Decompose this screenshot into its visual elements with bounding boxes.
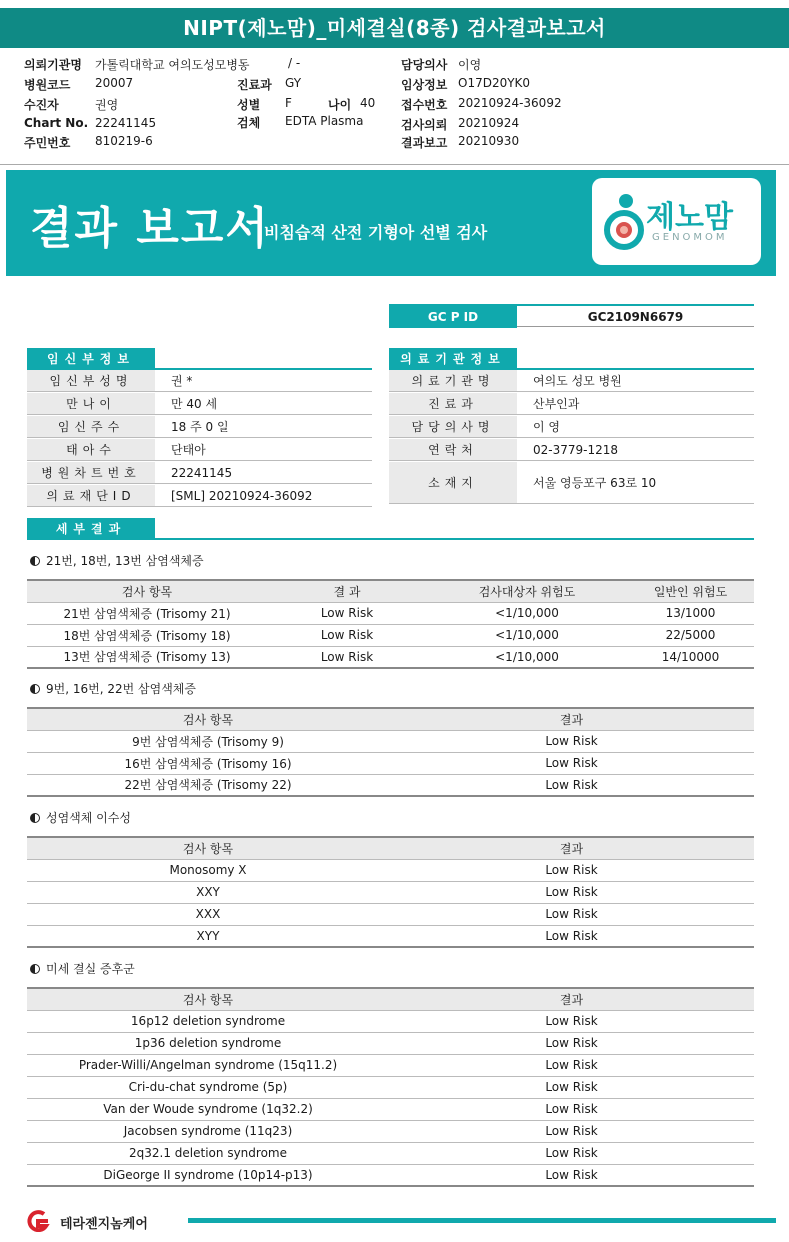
column-header: 일반인 위험도 <box>627 580 754 602</box>
doctor-value: 이영 <box>458 58 482 72</box>
result-banner <box>6 170 776 276</box>
pregnant-info-label: 태아수 <box>27 439 155 460</box>
brand-name-en: GENOMOM <box>652 232 728 243</box>
org-info-title: 의료기관정보 <box>389 348 517 370</box>
pregnant-info-row <box>27 416 372 438</box>
pregnant-info-row <box>27 393 372 415</box>
pregnant-info-label: 의료재단ID <box>27 485 155 506</box>
table-row <box>27 1010 754 1032</box>
microdeletion-table <box>27 987 754 1187</box>
column-header: 검사 항목 <box>27 708 389 730</box>
org-info-label: 소재지 <box>389 462 517 503</box>
gc-pid-value: GC2109N6679 <box>587 310 684 324</box>
table-cell: <1/10,000 <box>427 602 627 624</box>
table-cell: Low Risk <box>389 774 754 796</box>
section-3-title: 성염색체 이수성 <box>30 809 131 826</box>
table-cell: Van der Woude syndrome (1q32.2) <box>27 1098 389 1120</box>
column-header: 결과 <box>389 837 754 859</box>
table-row <box>27 602 754 624</box>
gc-pid <box>389 304 754 327</box>
org-info-label: 담당의사명 <box>389 416 517 437</box>
age-label: 나이 <box>328 98 352 112</box>
table-cell: Low Risk <box>389 1142 754 1164</box>
report-date-value: 20210930 <box>458 134 520 148</box>
test-date-label: 검사의뢰 <box>401 118 448 132</box>
table-cell: 22번 삼염색체증 (Trisomy 22) <box>27 774 389 796</box>
institution-label: 의뢰기관명 <box>24 58 82 72</box>
institution-value: 가톨릭대학교 여의도성모병동 <box>95 58 250 72</box>
table-row <box>27 1032 754 1054</box>
clinical-label: 임상정보 <box>401 78 448 92</box>
report-title: NIPT(제노맘)_미세결실(8종) 검사결과보고서 <box>0 8 789 48</box>
table-cell: Low Risk <box>389 1010 754 1032</box>
sex-chromosome-table <box>27 836 754 948</box>
gc-pid-label: GC P ID <box>389 306 517 328</box>
table-row <box>27 859 754 881</box>
table-row <box>27 1054 754 1076</box>
detail-heading <box>27 518 754 540</box>
table-cell: Low Risk <box>389 1054 754 1076</box>
table-cell: XXY <box>27 881 389 903</box>
pregnant-info-label: 병원차트번호 <box>27 462 155 483</box>
org-info-value: 서울 영등포구 63로 10 <box>533 476 657 490</box>
org-info-row <box>389 393 754 415</box>
table-cell: Low Risk <box>389 881 754 903</box>
department-value: GY <box>285 76 302 90</box>
table-cell: Low Risk <box>389 730 754 752</box>
org-info-label: 진료과 <box>389 393 517 414</box>
table-cell: Low Risk <box>389 1164 754 1186</box>
table-row <box>27 1076 754 1098</box>
half-circle-icon <box>30 964 40 974</box>
table-cell: 16p12 deletion syndrome <box>27 1010 389 1032</box>
section-2-title: 9번, 16번, 22번 삼염색체증 <box>30 680 196 697</box>
table-cell: Low Risk <box>267 646 427 668</box>
table-cell: 9번 삼염색체증 (Trisomy 9) <box>27 730 389 752</box>
specimen-value: EDTA Plasma <box>285 114 364 128</box>
table-cell: <1/10,000 <box>427 646 627 668</box>
table-cell: <1/10,000 <box>427 624 627 646</box>
half-circle-icon <box>30 556 40 566</box>
table-cell: XXX <box>27 903 389 925</box>
pregnant-info-value: 22241145 <box>171 465 233 480</box>
org-info-row <box>389 370 754 392</box>
table-cell: 13/1000 <box>627 602 754 624</box>
table-row <box>27 1098 754 1120</box>
half-circle-icon <box>30 684 40 694</box>
report-date-label: 결과보고 <box>401 136 448 150</box>
org-info-row <box>389 462 754 504</box>
org-info-row <box>389 439 754 461</box>
table-cell: Low Risk <box>389 752 754 774</box>
receipt-label: 접수번호 <box>401 98 448 112</box>
org-info-row <box>389 416 754 438</box>
half-circle-icon <box>30 813 40 823</box>
pregnant-info-label: 임신주수 <box>27 416 155 437</box>
trisomy-major-table <box>27 579 754 669</box>
receipt-value: 20210924-36092 <box>458 96 562 110</box>
table-cell: Low Risk <box>389 1076 754 1098</box>
table-cell: Prader-Willi/Angelman syndrome (15q11.2) <box>27 1054 389 1076</box>
table-cell: 13번 삼염색체증 (Trisomy 13) <box>27 646 267 668</box>
resident-label: 주민번호 <box>24 136 71 150</box>
hospital-code-value: 20007 <box>95 76 134 90</box>
pregnant-info-row <box>27 439 372 461</box>
table-cell: 14/10000 <box>627 646 754 668</box>
table-row <box>27 903 754 925</box>
company-logo-icon <box>22 1210 54 1232</box>
footer <box>22 1210 782 1232</box>
org-info-value: 여의도 성모 병원 <box>533 374 622 388</box>
banner-title: 결과 보고서 <box>30 203 270 254</box>
column-header: 결과 <box>389 988 754 1010</box>
table-cell: 1p36 deletion syndrome <box>27 1032 389 1054</box>
org-info-label: 연락처 <box>389 439 517 460</box>
test-date-value: 20210924 <box>458 116 520 130</box>
table-row <box>27 881 754 903</box>
table-cell: Monosomy X <box>27 859 389 881</box>
resident-value: 810219-6 <box>95 134 153 148</box>
table-row <box>27 646 754 668</box>
table-cell: 2q32.1 deletion syndrome <box>27 1142 389 1164</box>
table-row <box>27 624 754 646</box>
table-row <box>27 752 754 774</box>
age-value: 40 <box>360 96 376 110</box>
pregnant-info-row <box>27 485 372 507</box>
pregnant-info-row <box>27 370 372 392</box>
table-cell: Low Risk <box>267 624 427 646</box>
table-row <box>27 1120 754 1142</box>
table-row <box>27 774 754 796</box>
section-4-title: 미세 결실 증후군 <box>30 960 135 977</box>
column-header: 검사대상자 위험도 <box>427 580 627 602</box>
table-cell: XYY <box>27 925 389 947</box>
column-header: 검사 항목 <box>27 837 389 859</box>
column-header: 검사 항목 <box>27 988 389 1010</box>
pregnant-info-value: [SML] 20210924-36092 <box>171 488 313 503</box>
column-header: 검사 항목 <box>27 580 267 602</box>
table-cell: 18번 삼염색체증 (Trisomy 18) <box>27 624 267 646</box>
chart-label: Chart No. <box>24 116 89 130</box>
specimen-label: 검체 <box>237 116 261 130</box>
table-cell: Low Risk <box>389 925 754 947</box>
pregnant-info-value: 권 * <box>171 374 193 388</box>
table-cell: 22/5000 <box>627 624 754 646</box>
table-cell: Low Risk <box>389 1120 754 1142</box>
table-row <box>27 925 754 947</box>
table-row <box>27 1142 754 1164</box>
column-header: 결과 <box>389 708 754 730</box>
request-header <box>0 52 789 164</box>
section-1-title: 21번, 18번, 13번 삼염색체증 <box>30 552 204 569</box>
pregnant-info-label: 만나이 <box>27 393 155 414</box>
org-info-value: 산부인과 <box>533 397 580 411</box>
table-cell: Jacobsen syndrome (11q23) <box>27 1120 389 1142</box>
chart-value: 22241145 <box>95 116 157 130</box>
org-info-label: 의료기관명 <box>389 370 517 391</box>
org-info-heading <box>389 348 754 370</box>
clinical-value: O17D20YK0 <box>458 76 531 90</box>
pregnant-info-row <box>27 462 372 484</box>
pregnant-info-heading <box>27 348 372 370</box>
pregnant-info-value: 18 주 0 일 <box>171 420 229 434</box>
header-divider <box>0 164 789 165</box>
table-cell: 21번 삼염색체증 (Trisomy 21) <box>27 602 267 624</box>
org-info-value: 이 영 <box>533 420 560 434</box>
table-cell: DiGeorge II syndrome (10p14-p13) <box>27 1164 389 1186</box>
detail-title: 세부결과 <box>27 518 155 540</box>
org-info-value: 02-3779-1218 <box>533 442 619 457</box>
genomom-mark-icon <box>604 192 644 252</box>
pregnant-info-value: 단태아 <box>171 443 206 457</box>
patient-value: 권영 <box>95 98 119 112</box>
company-name: 테라젠지놈케어 <box>60 1217 148 1232</box>
column-header: 결 과 <box>267 580 427 602</box>
table-cell: Cri-du-chat syndrome (5p) <box>27 1076 389 1098</box>
sex-value: F <box>285 96 292 110</box>
brand-name: 제노맘 <box>646 200 733 235</box>
table-cell: Low Risk <box>267 602 427 624</box>
hospital-code-label: 병원코드 <box>24 78 71 92</box>
table-row <box>27 730 754 752</box>
trisomy-minor-table <box>27 707 754 797</box>
institution-extra: / - <box>288 56 301 70</box>
pregnant-info-value: 만 40 세 <box>171 397 218 411</box>
banner-subtitle: 비침습적 산전 기형아 선별 검사 <box>264 223 488 242</box>
genomom-logo <box>592 178 761 265</box>
table-row <box>27 1164 754 1186</box>
table-cell: Low Risk <box>389 859 754 881</box>
table-cell: 16번 삼염색체증 (Trisomy 16) <box>27 752 389 774</box>
patient-label: 수진자 <box>24 98 59 112</box>
table-cell: Low Risk <box>389 1032 754 1054</box>
department-label: 진료과 <box>237 78 272 92</box>
table-cell: Low Risk <box>389 903 754 925</box>
pregnant-info-label: 임신부성명 <box>27 370 155 391</box>
pregnant-info-title: 임신부정보 <box>27 348 155 370</box>
table-cell: Low Risk <box>389 1098 754 1120</box>
footer-bar <box>188 1218 776 1223</box>
sex-label: 성별 <box>237 98 261 112</box>
doctor-label: 담당의사 <box>401 58 448 72</box>
